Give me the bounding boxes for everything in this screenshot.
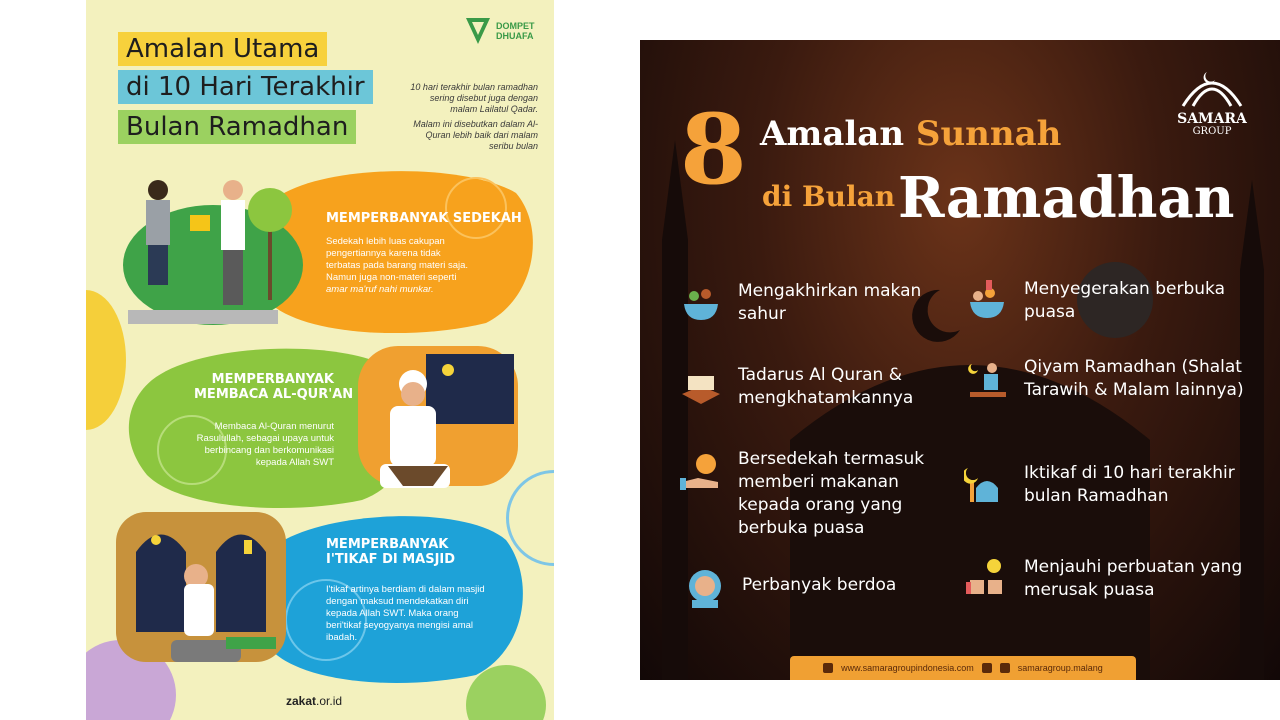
- iftar-bowl-icon: [964, 278, 1010, 324]
- section-2-title: [194, 372, 354, 402]
- right-title-part-1: Amalan: [760, 114, 916, 154]
- section-2-body: Membaca Al-Quran menurut Rasulullah, sebagai upaya untuk berbincang dan berkomunikasi kepada Allah SWT: [196, 421, 334, 468]
- section-3-title-line-2: I'TIKAF DI MASJID: [326, 552, 456, 567]
- list-item: [964, 278, 1264, 324]
- intro-paragraph-1: 10 hari terakhir bulan ramadhan sering disebut juga dengan malam Lailatul Qadar.: [410, 82, 538, 114]
- globe-icon: [823, 663, 833, 673]
- list-item: [964, 462, 1264, 508]
- itikaf-illustration: [116, 512, 286, 672]
- list-item-text: Tadarus Al Quran & mengkhatamkannya: [738, 365, 914, 408]
- right-title-line-1: [760, 114, 1061, 154]
- quran-icon: [678, 364, 724, 410]
- footer-social: samaragroup.malang: [1017, 663, 1103, 673]
- list-item: [678, 364, 948, 410]
- list-item: [678, 280, 938, 326]
- left-footer-url: [286, 694, 342, 708]
- list-item: [678, 448, 938, 540]
- section-2-title-line-2: MEMBACA AL-QUR'AN: [194, 387, 354, 402]
- intro-paragraph-2: Malam ini disebutkan dalam Al-Quran lebih baik dari malam seribu bulan: [413, 119, 538, 151]
- list-item-text: Mengakhirkan makan sahur: [738, 281, 922, 324]
- title-line-2: di 10 Hari Terakhir: [118, 70, 373, 104]
- list-item-text: Qiyam Ramadhan (Shalat Tarawih & Malam lainnya): [1024, 357, 1244, 400]
- right-poster: [640, 40, 1280, 680]
- section-2-title-line-1: MEMPERBANYAK: [211, 372, 334, 387]
- list-item: [682, 564, 942, 610]
- left-footer-url-bold: zakat: [286, 694, 317, 708]
- list-item: [964, 556, 1264, 602]
- title-line-1: Amalan Utama: [118, 32, 327, 66]
- title-line-3: Bulan Ramadhan: [118, 110, 356, 144]
- right-subtitle-small: di Bulan: [762, 180, 896, 213]
- right-title-part-2: Sunnah: [915, 114, 1062, 154]
- instagram-icon: [1000, 663, 1010, 673]
- food-bowl-icon: [678, 280, 724, 326]
- logo-text: DOMPET DHUAFA: [496, 21, 535, 41]
- section-3-title-line-1: MEMPERBANYAK: [326, 537, 449, 552]
- quran-reading-illustration: [358, 346, 518, 506]
- praying-person-icon: [682, 564, 728, 610]
- list-item-text: Iktikaf di 10 hari terakhir bulan Ramadhan: [1024, 463, 1235, 506]
- section-1-body-text: Sedekah lebih luas cakupan pengertiannya karena tidak terbatas pada barang materi saja. Namun juga non-materi seperti: [326, 236, 469, 283]
- samara-brand-name: SAMARA: [1177, 111, 1247, 127]
- samara-brand-sub: GROUP: [1192, 126, 1232, 137]
- section-3-body: I'tikaf artinya berdiam di dalam masjid dengan maksud mendekatkan diri kepada Allah SWT. Maka orang beri'tikaf seyogyanya mengisi amal ibadah.: [326, 584, 485, 643]
- dompet-dhuafa-logo-icon: [464, 16, 492, 46]
- list-item-text: Bersedekah termasuk memberi makanan kepada orang yang berbuka puasa: [738, 449, 925, 538]
- mosque-icon: [964, 462, 1010, 508]
- charity-hand-icon: [678, 448, 724, 494]
- footer-website: www.samaragroupindonesia.com: [841, 663, 974, 673]
- number-eight: 8: [680, 93, 747, 206]
- section-1-body: [326, 236, 476, 296]
- list-item-text: Menjauhi perbuatan yang merusak puasa: [1024, 557, 1243, 600]
- prayer-icon: [964, 356, 1010, 402]
- facebook-icon: [982, 663, 992, 673]
- samara-group-logo: [1162, 64, 1262, 138]
- samara-logo-icon: [1177, 64, 1247, 108]
- section-1-title: MEMPERBANYAK SEDEKAH: [326, 211, 522, 226]
- left-footer-url-rest: .or.id: [316, 694, 343, 708]
- list-item-text: Menyegerakan berbuka puasa: [1024, 279, 1225, 322]
- right-footer-bar: [790, 656, 1136, 680]
- list-item-text: Perbanyak berdoa: [742, 575, 897, 595]
- charity-illustration: [118, 170, 308, 330]
- dompet-dhuafa-logo: [464, 16, 546, 46]
- right-subtitle-big: Ramadhan: [898, 165, 1235, 231]
- hands-refuse-icon: [964, 556, 1010, 602]
- list-item: [964, 356, 1264, 402]
- intro-text: [408, 82, 538, 156]
- section-1-body-italic: amar ma'ruf nahi munkar.: [326, 284, 434, 295]
- left-poster: [86, 0, 554, 720]
- section-3-title: [326, 537, 455, 567]
